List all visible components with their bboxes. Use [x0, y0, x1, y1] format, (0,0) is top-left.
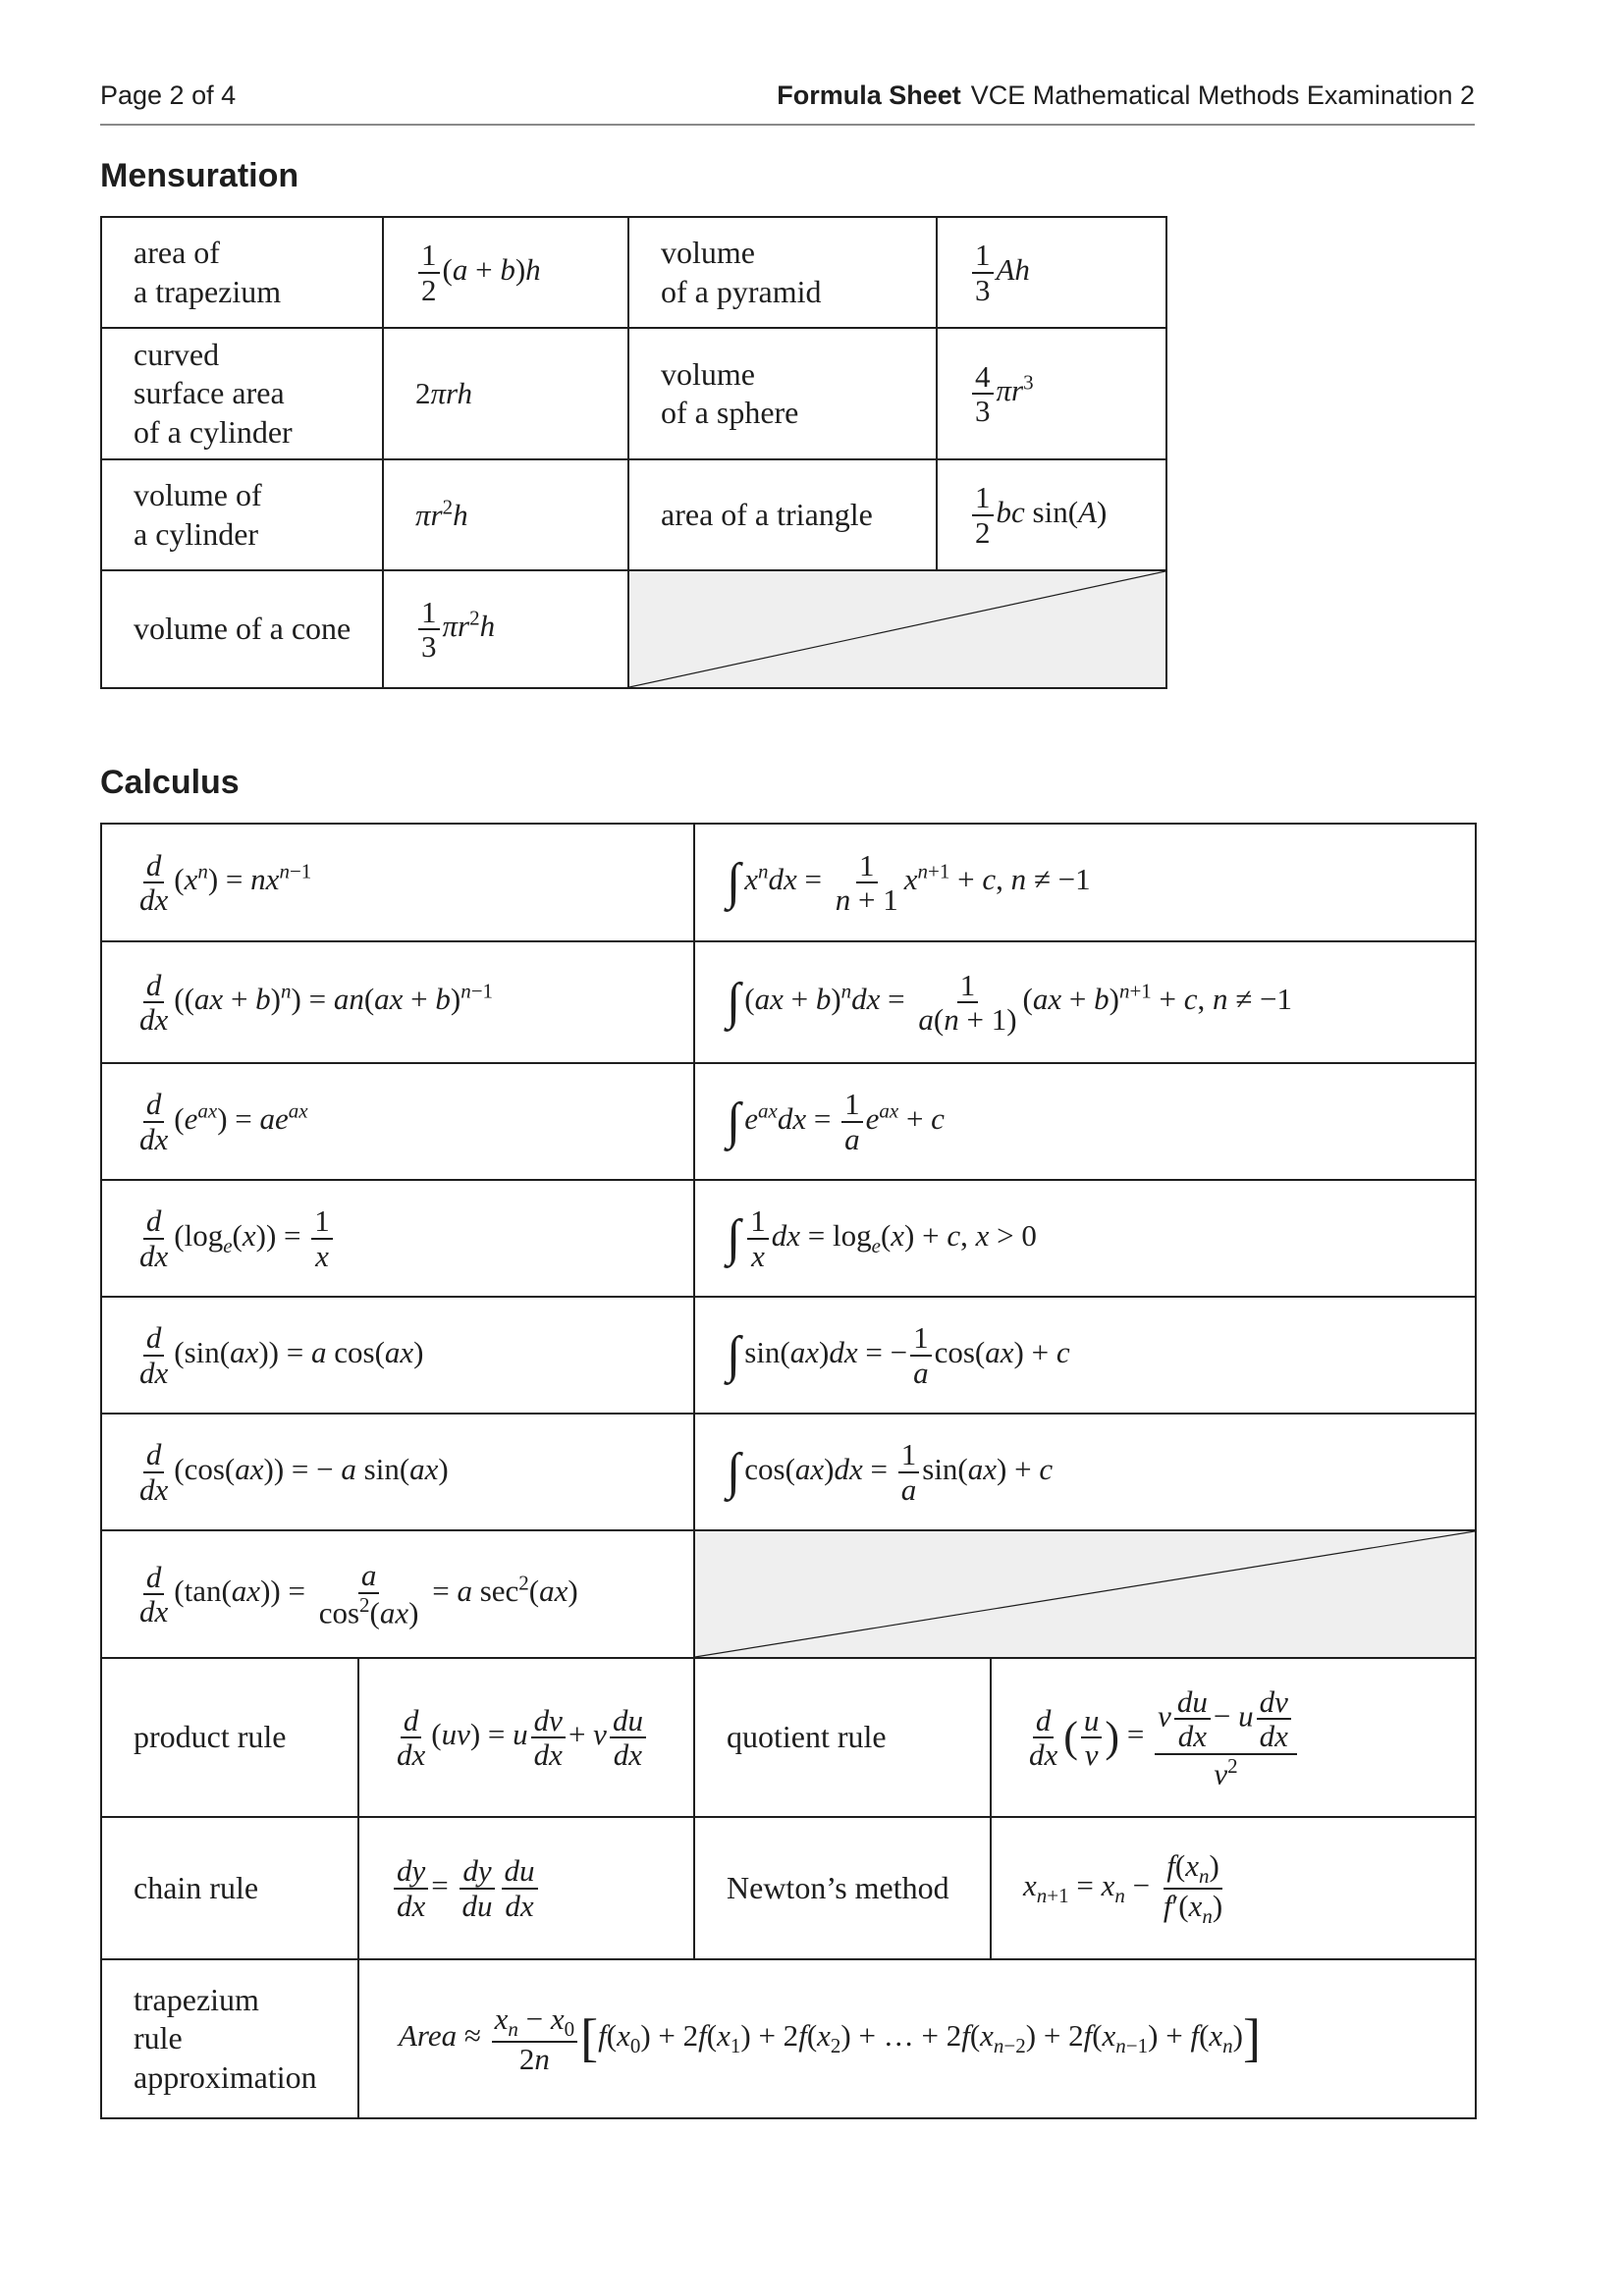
table-row: [101, 1959, 1476, 2118]
calculus-heading: Calculus: [100, 764, 240, 801]
quotient-rule-formula: $\frac{d}{dx}$ ( $\frac{u}{v}$ ) = v $\frac{du}{dx}$ − u $\frac{dv}{dx}$ $v^2$: [991, 1658, 1476, 1817]
table-row: [101, 570, 1166, 688]
sin-integral: ∫ sin(ax)dx = − $\frac{1}{a}$ cos(ax) + c: [694, 1297, 1476, 1414]
table-row: [101, 1530, 1476, 1658]
newtons-method-label: Newton’s method: [694, 1817, 991, 1959]
trapezium-rule-label: trapezium rule approximation: [101, 1959, 358, 2118]
table-row: [101, 328, 1166, 459]
sin-derivative: $\frac{d}{dx}$ (sin(ax)) = a cos(ax): [101, 1297, 694, 1414]
table-row: [101, 1658, 1476, 1817]
sphere-volume-formula: $\frac{4}{3}$ $\pi r^3$: [937, 328, 1166, 459]
triangle-area-label: area of a triangle: [628, 459, 937, 570]
table-row: [101, 1817, 1476, 1959]
blank-cell: [628, 570, 1166, 688]
chain-rule-formula: $\frac{dy}{dx}$ = $\frac{dy}{du}$ $\frac{du}{dx}$: [358, 1817, 694, 1959]
exam-title: VCE Mathematical Methods Examination 2: [970, 80, 1475, 110]
trapezium-rule-formula: Area ≈ $\frac{x_n - x_0}{2n}$ [$f(x_0) + 2f(x_1) + 2f(x_2)$ + … + $2f(x_{n-2}) + 2f(x_{n-1}) + f(x_n)$]: [358, 1959, 1476, 2118]
product-rule-label: product rule: [101, 1658, 358, 1817]
cos-derivative: $\frac{d}{dx}$ (cos(ax)) = − a sin(ax): [101, 1414, 694, 1530]
linear-power-integral: ∫ (ax + b)$^n$dx = $\frac{1}{a(n + 1)}$ (ax + b)$^{n+1}$ + c, n ≠ −1: [694, 941, 1476, 1063]
table-row: [101, 1180, 1476, 1297]
calculus-table: [100, 823, 1477, 2119]
table-row: [101, 459, 1166, 570]
cylinder-volume-formula: $\pi r^2h$: [383, 459, 628, 570]
table-row: [101, 941, 1476, 1063]
log-derivative: $\frac{d}{dx}$ $(\log_e(x))$ = $\frac{1}{x}$: [101, 1180, 694, 1297]
pyramid-volume-formula: $\frac{1}{3}$ Ah: [937, 217, 1166, 328]
diagonal-line: [629, 571, 1165, 687]
pyramid-volume-label: volume of a pyramid: [628, 217, 937, 328]
power-integral: ∫ $x^ndx$ = $\frac{1}{n + 1}$ $x^{n+1} + c$, n ≠ −1: [694, 824, 1476, 941]
cos-integral: ∫ cos(ax)dx = $\frac{1}{a}$ sin(ax) + c: [694, 1414, 1476, 1530]
page-number: Page 2 of 4: [100, 80, 237, 110]
cylinder-volume-label: volume of a cylinder: [101, 459, 383, 570]
chain-rule-label: chain rule: [101, 1817, 358, 1959]
mensuration-table: [100, 216, 1167, 689]
cylinder-surface-formula: 2πrh: [383, 328, 628, 459]
table-row: [101, 824, 1476, 941]
triangle-area-formula: $\frac{1}{2}$ bc sin(A): [937, 459, 1166, 570]
trapezium-area-label: area of a trapezium: [101, 217, 383, 328]
document-title: [777, 80, 1475, 111]
cone-volume-formula: $\frac{1}{3}$ $\pi r^2h$: [383, 570, 628, 688]
newtons-method-formula: $x_{n+1} = x_n$ − $\frac{f(x_n)}{f'(x_n)}$: [991, 1817, 1476, 1959]
sheet-title: Formula Sheet: [777, 80, 961, 110]
trapezium-area-formula: $\frac{1}{2}$ (a + b)h: [383, 217, 628, 328]
diagonal-line: [695, 1531, 1475, 1657]
table-row: [101, 1297, 1476, 1414]
sphere-volume-label: volume of a sphere: [628, 328, 937, 459]
table-row: [101, 1063, 1476, 1180]
quotient-rule-label: quotient rule: [694, 1658, 991, 1817]
reciprocal-integral: ∫ $\frac{1}{x}$ dx = $\log_e(x) + c$, x > 0: [694, 1180, 1476, 1297]
cylinder-surface-label: curved surface area of a cylinder: [101, 328, 383, 459]
exponential-derivative: $\frac{d}{dx}$ $(e^{ax}) = ae^{ax}$: [101, 1063, 694, 1180]
power-derivative: $\frac{d}{dx}$ $(x^n) = nx^{n-1}$: [101, 824, 694, 941]
exponential-integral: ∫ $e^{ax}dx$ = $\frac{1}{a}$ $e^{ax} + c$: [694, 1063, 1476, 1180]
mensuration-heading: Mensuration: [100, 157, 299, 194]
product-rule-formula: $\frac{d}{dx}$ (uv) = u $\frac{dv}{dx}$ + v $\frac{du}{dx}$: [358, 1658, 694, 1817]
page-header: [100, 77, 1475, 126]
table-row: [101, 217, 1166, 328]
blank-cell: [694, 1530, 1476, 1658]
cone-volume-label: volume of a cone: [101, 570, 383, 688]
linear-power-derivative: $\frac{d}{dx}$ ((ax + b)$^n$) = an(ax + b)$^{n-1}$: [101, 941, 694, 1063]
table-row: [101, 1414, 1476, 1530]
tan-derivative: $\frac{d}{dx}$ (tan(ax)) = $\frac{a}{\cos^2(ax)}$ = a $\sec^2(ax)$: [101, 1530, 694, 1658]
